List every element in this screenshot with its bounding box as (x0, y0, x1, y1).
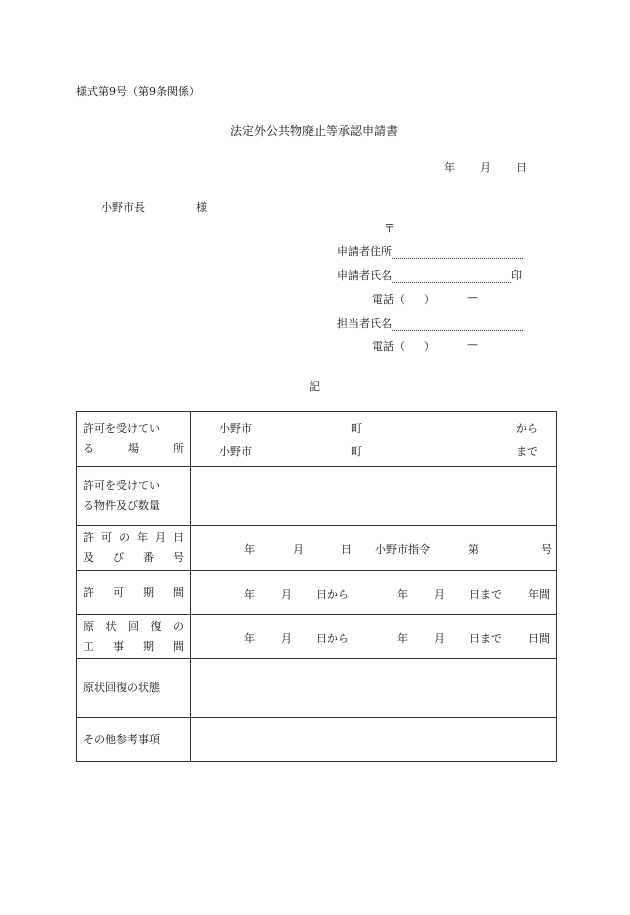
other-notes-value[interactable] (191, 718, 557, 762)
label-line (83, 476, 184, 496)
applicant-address-row (337, 243, 523, 259)
permit-designation: 小野市指令 (375, 543, 430, 556)
label-char: 間 (173, 639, 184, 653)
restoration-unit: 日間 (528, 632, 550, 645)
label-char: 番 (143, 551, 154, 564)
label-char: 年 (137, 531, 148, 544)
applicant-name-row (337, 267, 522, 283)
label-text: 許可を受けてい (83, 422, 160, 435)
label-line (83, 637, 184, 657)
period-year-to: 年 (397, 588, 408, 601)
label-char: 期 (143, 639, 154, 653)
location-city-to: 小野市 (219, 445, 252, 458)
label-char: 事 (113, 639, 124, 653)
location-city-from: 小野市 (219, 422, 252, 435)
permit-date-label (77, 526, 191, 571)
restoration-year-to: 年 (397, 632, 408, 645)
label-text: 原状回復の状態 (83, 681, 160, 694)
label-char: 所 (173, 442, 184, 455)
label-line (83, 583, 184, 603)
row-location (77, 412, 557, 467)
restoration-day-from: 日から (316, 632, 349, 645)
addressee: 小野市長 (101, 201, 145, 214)
permit-period-label (77, 571, 191, 615)
label-line (83, 548, 184, 568)
postal-mark: 〒 (384, 222, 395, 235)
date-year: 年 (444, 161, 455, 174)
contact-name-label: 担当者氏名 (337, 317, 392, 330)
ki-mark: 記 (309, 380, 320, 393)
application-table (76, 411, 557, 762)
location-town-from: 町 (351, 422, 362, 435)
label-char: 日 (173, 531, 184, 544)
seal-mark: 印 (511, 269, 522, 282)
label-char: る (83, 442, 94, 455)
property-label (77, 467, 191, 526)
row-permit-period (77, 571, 557, 615)
applicant-name-label: 申請者氏名 (337, 269, 392, 282)
label-line (83, 439, 184, 459)
label-line (83, 528, 184, 548)
form-number: 様式第9号（第9条関係） (76, 85, 200, 98)
restoration-state-label (77, 659, 191, 718)
label-char: 間 (173, 585, 184, 599)
period-year-from: 年 (244, 588, 255, 601)
period-month-from: 月 (281, 588, 292, 601)
honorific: 様 (196, 201, 207, 214)
label-char: の (173, 619, 184, 633)
label-line (83, 730, 184, 750)
restoration-period-value[interactable] (191, 615, 557, 659)
row-other-notes (77, 718, 557, 762)
phone-2-close: ） (424, 340, 435, 353)
other-notes-label (77, 718, 191, 762)
applicant-address-label: 申請者住所 (337, 245, 392, 258)
permit-period-value[interactable] (191, 571, 557, 615)
location-value[interactable] (191, 412, 557, 467)
label-char: 回 (128, 619, 139, 633)
phone-2-label: 電話（ (372, 340, 405, 353)
label-char: 期 (143, 585, 154, 599)
label-char: 許 (83, 585, 94, 599)
label-char: 可 (101, 531, 112, 544)
row-restoration-state (77, 659, 557, 718)
label-char: 許 (83, 531, 94, 544)
label-char: 及 (83, 551, 94, 564)
restoration-year-from: 年 (244, 632, 255, 645)
phone-1-dash: — (467, 291, 478, 304)
label-text: 許可を受けてい (83, 479, 160, 492)
restoration-day-to: 日まで (469, 632, 502, 645)
phone-2-dash: — (467, 338, 478, 351)
applicant-name-line[interactable] (392, 271, 511, 283)
date-day: 日 (516, 161, 527, 174)
label-char: 原 (83, 619, 94, 633)
date-month: 月 (480, 161, 491, 174)
label-char: の (119, 531, 130, 544)
period-month-to: 月 (434, 588, 445, 601)
label-char: 月 (155, 531, 166, 544)
restoration-month-from: 月 (281, 632, 292, 645)
permit-day: 日 (341, 543, 352, 556)
label-text: る物件及び数量 (83, 499, 160, 512)
label-char: 状 (105, 619, 117, 633)
document-title: 法定外公共物廃止等承認申請書 (230, 124, 399, 138)
period-unit: 年間 (528, 588, 550, 601)
phone-1-close: ） (424, 293, 435, 306)
label-char: 工 (83, 639, 94, 653)
permit-date-value[interactable] (191, 526, 557, 571)
label-line (83, 617, 184, 637)
restoration-period-label (77, 615, 191, 659)
location-from-suffix: から (516, 422, 538, 435)
label-char: び (113, 551, 124, 564)
property-value[interactable] (191, 467, 557, 526)
permit-month: 月 (293, 543, 304, 556)
location-town-to: 町 (351, 445, 362, 458)
restoration-state-value[interactable] (191, 659, 557, 718)
period-day-from: 日から (316, 588, 349, 601)
contact-name-row (337, 315, 523, 331)
permit-year: 年 (244, 543, 255, 556)
location-to-suffix: まで (516, 445, 538, 458)
label-char: 場 (128, 442, 139, 455)
label-line (83, 419, 184, 439)
phone-1-label: 電話（ (372, 293, 405, 306)
location-label (77, 412, 191, 467)
contact-name-line[interactable] (392, 319, 523, 331)
row-property (77, 467, 557, 526)
label-line (83, 678, 184, 698)
row-restoration-period (77, 615, 557, 659)
permit-dai: 第 (468, 543, 479, 556)
label-char: 号 (173, 551, 184, 564)
restoration-month-to: 月 (434, 632, 445, 645)
label-text: その他参考事項 (83, 732, 160, 746)
label-char: 可 (113, 585, 124, 599)
row-permit-date (77, 526, 557, 571)
label-char: 復 (150, 619, 162, 633)
period-day-to: 日まで (469, 588, 502, 601)
permit-go: 号 (541, 543, 552, 556)
applicant-address-line[interactable] (392, 247, 523, 259)
label-line (83, 496, 184, 516)
